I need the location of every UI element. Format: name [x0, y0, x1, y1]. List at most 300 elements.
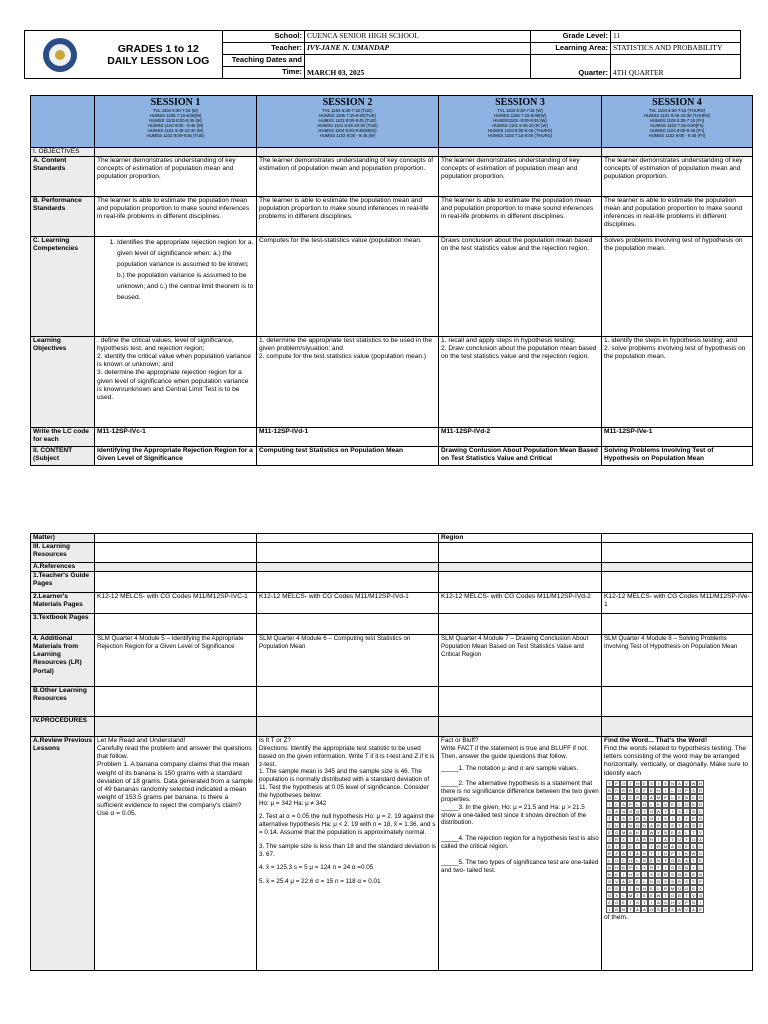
word-search-letter: C [690, 794, 697, 801]
word-search-letter: O [691, 822, 696, 828]
lc-code-cell: M11-12SP-IVc-1 [95, 428, 257, 447]
content-standards-cell: The learner demonstrates understanding of key concepts of estimation of population mean and population proportion. [439, 157, 602, 197]
review-line: Problem 1. A banana company claims that the mean weight of its banana is 150 grams with a standard deviation of 18 grams. Data generated from a sample of 49 bananas randomly selected indicated a mean weight of 153.5 grams per banana. Is there a sufficient evidence to reject the company's claim? Use α = 0.05. [97, 761, 253, 818]
lc-code-cell: M11-12SP-IVd-2 [439, 428, 602, 447]
word-search-end-text: of them. [604, 913, 628, 921]
word-search-letter: K [690, 801, 697, 808]
session-schedule-line: HUMSS 1104 9:00 - 9:45 (M) [147, 123, 204, 128]
word-search-letter: P [683, 899, 690, 906]
word-search-letter: I [669, 815, 676, 822]
word-search-letter: A [620, 850, 627, 857]
word-search-letter: L [634, 801, 641, 808]
word-search-letter: F [641, 787, 648, 794]
empty-cell [257, 148, 439, 157]
word-search-letter: S [669, 871, 676, 878]
competencies-label: C. Learning Competencies [31, 237, 95, 337]
word-search-letter: I [620, 822, 627, 829]
content-cell: Identifying the Appropriate Rejection Region for a Given Level of Significance [95, 447, 257, 466]
word-search-letter: R [648, 864, 655, 871]
word-search-letter: G [635, 822, 640, 828]
review-cell-3 [439, 737, 602, 971]
word-search-letter: E [620, 899, 627, 906]
word-search-letter: V [690, 892, 697, 899]
word-search-letter: E [655, 801, 662, 808]
word-search-letter: R [655, 843, 662, 850]
session-schedule-line: HUMSS 1105 7:15-8:00(W) [493, 113, 547, 118]
word-search-letter: C [627, 794, 634, 801]
empty-cell [257, 563, 439, 572]
word-search-letter: V [613, 878, 620, 885]
content-continued-row [31, 534, 753, 543]
grade-label: Grade Level: [531, 31, 611, 43]
word-search-letter: N [634, 885, 641, 892]
learning-objectives-cell-1 [95, 337, 257, 428]
word-search-letter: B [620, 864, 627, 871]
objective-line: 2. solve problems involving test of hypothesis on the population mean. [604, 345, 746, 361]
review-line: Ho: μ = 342 Ha: μ ≠ 342 [259, 799, 327, 807]
word-search-letter: E [697, 906, 704, 913]
empty-cell [602, 563, 753, 572]
word-search-letter: N [641, 857, 648, 864]
learning-area-value: STATISTICS AND PROBABILITY [611, 43, 741, 55]
word-search-letter: E [641, 780, 648, 787]
learners-materials-cell: K12-12 MELCS- with CG Codes M11/M12SP-IVd-1 [257, 593, 439, 614]
session-schedule-line: TVL 1104 6:30-7:15 (M) [152, 108, 199, 113]
word-search-letter: I [655, 850, 662, 857]
word-search-letter: S [655, 871, 662, 878]
word-search-letter: I [648, 899, 655, 906]
word-search-letter: X [655, 829, 662, 836]
learners-materials-row [31, 593, 753, 614]
word-search-letter: E [697, 822, 704, 829]
session-schedule-line: HUMSS 1103 7:15-8:00 (THURS) [487, 133, 553, 138]
word-search-letter: N [606, 864, 613, 871]
word-search-letter: T [627, 780, 634, 787]
teacher-value: IVY-JANE N. UMANDAP [305, 43, 531, 55]
word-search-letter: A [641, 906, 648, 913]
procedures-row [31, 717, 753, 737]
word-search-letter: C [634, 787, 641, 794]
word-search-letter: O [628, 808, 633, 814]
session-blank-cell [31, 96, 95, 148]
word-search-letter: R [627, 787, 634, 794]
dates-value: MARCH 03, 2025 [305, 55, 531, 79]
performance-standards-cell: The learner is able to estimate the population mean and population proportion to make sound inferences in real-life problems in different disciplines. [95, 197, 257, 237]
empty-cell [257, 572, 439, 593]
review-line: 3. The sample size is less than 18 and the standard deviation is 3. 67. [259, 842, 437, 858]
review-line: Is It T or Z? [259, 737, 291, 745]
session-schedule-line: HUMSS 1104 8:00-8:45 (THURS) [487, 128, 553, 133]
word-search-letter: T [669, 836, 676, 843]
word-search-letter: W [691, 850, 696, 856]
word-search-letter: U [690, 836, 697, 843]
word-search-letter: P [662, 794, 669, 801]
word-search-grid [606, 780, 750, 913]
word-search-letter: R [676, 878, 683, 885]
word-search-letter: A [655, 899, 662, 906]
word-search-letter: Q [698, 892, 703, 898]
empty-cell [95, 717, 257, 737]
word-search-letter: I [606, 906, 613, 913]
review-cell-1 [95, 737, 257, 971]
learning-area-label: Learning Area: [531, 43, 611, 55]
content-standards-cell: The learner demonstrates understanding of key concepts of estimation of population mean and population proportion. [95, 157, 257, 197]
dates-label-line1: Teaching Dates and [231, 55, 302, 64]
word-search-letter: C [627, 815, 634, 822]
word-search-letter: J [641, 871, 648, 878]
word-search-letter: S [641, 815, 648, 822]
word-search-letter: I [676, 850, 683, 857]
word-search-letter: P [697, 878, 704, 885]
word-search-letter: I [662, 787, 669, 794]
learning-objectives-cell-4 [602, 337, 753, 428]
word-search-letter: W [691, 780, 696, 786]
word-search-letter: S [634, 899, 641, 906]
word-search-letter: S [690, 787, 697, 794]
session-1-header [95, 96, 257, 148]
word-search-letter: D [683, 801, 690, 808]
learning-resources-row [31, 543, 753, 563]
word-search-letter: A [620, 878, 627, 885]
word-search-letter: T [606, 815, 613, 822]
word-search-letter: N [662, 829, 669, 836]
performance-standards-cell: The learner is able to estimate the population mean and population proportion to make sound inferences in real-life problems in different disciplines. [439, 197, 602, 237]
word-search-letter: N [606, 787, 613, 794]
objective-line: 3. determine the appropriate rejection region for a given level of significance when population variance is known/unknown and Central Limit Test is to be used. [97, 369, 249, 401]
session-schedule-line: TVL 1104 6:30-7:15 (THURS) [648, 108, 706, 113]
word-search-letter: A [697, 836, 704, 843]
performance-standards-row [31, 197, 753, 237]
word-search-letter: I [620, 871, 627, 878]
word-search-letter: N [627, 822, 634, 829]
performance-standards-cell: The learner is able to estimate the population mean and population proportion to make sound inferences in real-life problems in different disciplines. [257, 197, 439, 237]
word-search-letter: S [655, 906, 662, 913]
word-search-letter: N [683, 864, 690, 871]
word-search-letter: L [620, 892, 627, 899]
content-cell: Drawing Conlusion About Population Mean Based on Test Statistics Value and Critical [439, 447, 602, 466]
review-line: 2. Test at α = 0.05 the null hypothesis Ho: μ = 2. 19 against the alternative hypothesis Ha: μ < 2. 19 with n = 18, x̄ = 1.36, and s = 0.14. Assume that the population is approximately normal. [259, 813, 436, 836]
objectives-label: I. OBJECTIVES [31, 148, 95, 157]
word-search-letter: P [669, 850, 676, 857]
word-search-letter: S [683, 878, 690, 885]
word-search-letter: E [627, 843, 634, 850]
word-search-letter: L [648, 801, 655, 808]
word-search-letter: W [656, 808, 661, 814]
word-search-letter: W [677, 906, 682, 912]
session-header-row [31, 96, 753, 148]
review-label: A.Review Previous Lessons [31, 737, 95, 971]
word-search-letter: F [620, 843, 627, 850]
review-line: _____5. The two types of significance test are one-tailed and two- tailed test. [441, 858, 599, 874]
session-schedule-line: HUMSS 1102 9:00 - 9:45 (Fri) [648, 133, 706, 138]
word-search-letter: P [690, 815, 697, 822]
word-search-letter: K [641, 850, 648, 857]
word-search-letter: M [670, 885, 675, 891]
word-search-letter: H [627, 871, 634, 878]
word-search-letter: A [620, 801, 627, 808]
references-row [31, 563, 753, 572]
word-search-letter: Z [613, 850, 620, 857]
word-search-letter: O [635, 794, 640, 800]
session-4-header [602, 96, 753, 148]
competencies-cell-2: Computes for the test-statistics value (population mean. [257, 237, 439, 337]
review-line: _____3. In the given, Ho: μ = 21.5 and Ha: μ > 21.5 show a one-tailed test since it shows direction of the distribution. [441, 803, 587, 827]
word-search-letter: E [683, 843, 690, 850]
word-search-letter: O [698, 815, 703, 821]
word-search-letter: O [607, 794, 612, 800]
learners-materials-cell: K12-12 MELCS- with CG Codes M11/M12SP-IVd-2 [439, 593, 602, 614]
word-search-letter: T [613, 815, 620, 822]
empty-cell [602, 148, 753, 157]
word-search-letter: D [648, 878, 655, 885]
word-search-letter: S [669, 878, 676, 885]
word-search-letter: T [655, 864, 662, 871]
time-label: Time: [223, 67, 305, 79]
word-search-letter: T [690, 829, 697, 836]
review-line: Let Me Read and Understand! [97, 737, 186, 745]
word-search-letter: G [614, 829, 619, 835]
word-search-letter: Y [683, 836, 690, 843]
references-label: A.References [31, 563, 95, 572]
word-search-letter: E [627, 878, 634, 885]
word-search-letter: K [634, 829, 641, 836]
word-search-letter: I [655, 780, 662, 787]
session-schedule-line: HUMSS 1102 9:00-9:45 (TUE) [146, 133, 205, 138]
word-search-letter: Y [641, 899, 648, 906]
session-1-title: SESSION 1 [150, 97, 201, 108]
word-search-letter: B [676, 857, 683, 864]
word-search-letter: N [655, 857, 662, 864]
review-line: 1. The sample mean is 345 and the sample size is 46. The population is normally distributed with a standard deviation of 11. Test the hypothesis at 0.05 level of significance. Consider the hypotheses below: [259, 768, 430, 799]
word-search-letter: I [690, 864, 697, 871]
word-search-letter: T [690, 857, 697, 864]
objective-line: . define the critical values, level of significance, hypothesis test, and rejection region; [97, 337, 234, 353]
word-search-letter: A [648, 794, 655, 801]
review-line: Write FACT if the statement is true and BLUFF if not. Then, answer the guide questions that follow. [441, 744, 589, 760]
content-label: II. CONTENT (Subject [31, 447, 95, 466]
word-search-letter: U [683, 885, 690, 892]
word-search-letter: T [676, 822, 683, 829]
word-search-letter: N [690, 899, 697, 906]
learning-objectives-row [31, 337, 753, 428]
word-search-letter: E [641, 892, 648, 899]
empty-cell [602, 543, 753, 563]
empty-cell [257, 687, 439, 717]
empty-cell [602, 687, 753, 717]
content-row [31, 447, 753, 466]
competencies-cell-3: Draws conclusion about the population mean based on the test statistics value and the rejection region. [439, 237, 602, 337]
session-schedule-line: TVL 1104 6:30-7:15 (W) [497, 108, 543, 113]
word-search-letter: S [662, 822, 669, 829]
word-search-letter: B [676, 892, 683, 899]
word-search-letter: X [641, 864, 648, 871]
word-search-letter: R [697, 787, 704, 794]
word-search-letter: Z [690, 843, 697, 850]
word-search-letter: L [641, 878, 648, 885]
word-search-letter: G [677, 843, 682, 849]
word-search-letter: O [670, 864, 675, 870]
lc-code-cell: M11-12SP-IVd-1 [257, 428, 439, 447]
word-search-letter: T [690, 878, 697, 885]
word-search-letter: M [663, 843, 668, 849]
title-line-2: DAILY LESSON LOG [107, 54, 210, 67]
word-search-letter: K [690, 871, 697, 878]
learning-objectives-cell-3 [439, 337, 602, 428]
word-search-letter: N [669, 780, 676, 787]
word-search-letter: H [627, 857, 634, 864]
session-schedule-line: HUMSS 1102 9:00 - 9:45 (W) [319, 133, 376, 138]
word-search-letter: C [606, 899, 613, 906]
empty-cell [95, 572, 257, 593]
word-search-letter: E [690, 885, 697, 892]
word-search-letter: J [606, 836, 613, 843]
word-search-letter: V [676, 899, 683, 906]
word-search-letter: C [613, 801, 620, 808]
session-schedule-line: HUMSS 1105 7:15-8:00(TUE) [319, 113, 376, 118]
additional-materials-row [31, 635, 753, 687]
word-search-letter: G [656, 878, 661, 884]
word-search-title: Find the Word... That's the Word! [604, 737, 708, 745]
additional-materials-cell: SLM Quarter 4 Module 6 – Computing test Statistics on Population Mean [257, 635, 439, 687]
word-search-letter: E [648, 787, 655, 794]
word-search-letter: Q [677, 885, 682, 891]
word-search-letter: E [683, 871, 690, 878]
word-search-letter: P [627, 801, 634, 808]
objective-line: 1. determine the appropriate test statistics to be used in the given problem/siyuation; and [259, 337, 433, 353]
word-search-letter: N [697, 871, 704, 878]
objectives-row [31, 148, 753, 157]
word-search-letter: V [634, 871, 641, 878]
word-search-letter: V [697, 829, 704, 836]
lesson-log-table-page2 [30, 533, 753, 971]
word-search-letter: E [648, 857, 655, 864]
word-search-letter: G [649, 808, 654, 814]
word-search-letter: O [621, 780, 626, 786]
word-search-letter: R [613, 836, 620, 843]
word-search-letter: I [606, 801, 613, 808]
school-value: CUENCA SENIOR HIGH SCHOOL [305, 31, 531, 43]
empty-cell [257, 543, 439, 563]
word-search-letter: L [655, 885, 662, 892]
school-label: School: [223, 31, 305, 43]
word-search-letter: U [697, 850, 704, 857]
word-search-letter: D [697, 801, 704, 808]
word-search-letter: I [655, 836, 662, 843]
empty-cell [602, 614, 753, 635]
word-search-letter: E [676, 794, 683, 801]
deped-seal-cell [25, 31, 95, 79]
word-search-letter: O [614, 857, 619, 863]
word-search-letter: C [697, 808, 704, 815]
dates-label [223, 55, 305, 67]
performance-standards-label: B. Performance Standards [31, 197, 95, 237]
additional-materials-cell: SLM Quarter 4 Module 7 – Drawing Conclusion About Population Mean Based on Test Statistics Value and Critical Region [439, 635, 602, 687]
empty-cell [95, 148, 257, 157]
word-search-letter: A [613, 808, 620, 815]
learning-objectives-cell-2 [257, 337, 439, 428]
empty-cell [95, 543, 257, 563]
session-schedule-line: HUMSS 1104 8:00-8:45(WED) [318, 128, 377, 133]
word-search-letter: X [620, 836, 627, 843]
word-search-letter: G [614, 899, 619, 905]
word-search-letter: S [648, 871, 655, 878]
review-cell-2 [257, 737, 439, 971]
word-search-letter: V [683, 780, 690, 787]
session-2-title: SESSION 2 [322, 97, 373, 108]
word-search-letter: G [670, 857, 675, 863]
review-line: _____1. The notation μ and σ are sample values. [441, 764, 579, 772]
word-search-letter: T [634, 892, 641, 899]
word-search-letter: T [662, 892, 669, 899]
word-search-letter: R [634, 815, 641, 822]
word-search-letter: M [656, 794, 661, 800]
review-line: 4. x̄ = 125.3 s = 5 μ = 124 n = 24 α =0.05 [259, 864, 374, 872]
word-search-letter: Y [641, 808, 648, 815]
objective-line: 1. recall and apply steps in hypothesis testing; [441, 337, 576, 345]
competencies-row [31, 237, 753, 337]
word-search-letter: K [683, 850, 690, 857]
word-search-letter: H [669, 899, 676, 906]
word-search-letter: I [697, 899, 704, 906]
procedures-label: IV.PROCEDURES [31, 717, 95, 737]
word-search-letter: L [683, 829, 690, 836]
word-search-letter: H [641, 885, 648, 892]
session-schedule-line: HUMSS 1103 8:00-8:45 (TUE) [318, 118, 377, 123]
title-line-1: GRADES 1 to 12 [117, 42, 199, 55]
word-search-letter: K [606, 871, 613, 878]
word-search-letter: A [634, 906, 641, 913]
session-3-header [439, 96, 602, 148]
word-search-letter: T [620, 885, 627, 892]
review-cell-4 [602, 737, 753, 971]
word-search-letter: H [613, 864, 620, 871]
word-search-letter: S [662, 878, 669, 885]
word-search-letter: V [620, 794, 627, 801]
word-search-letter: T [627, 906, 634, 913]
word-search-letter: L [669, 787, 676, 794]
word-search-letter: H [634, 780, 641, 787]
lesson-log-header [24, 30, 741, 79]
word-search-letter: Y [648, 843, 655, 850]
word-search-letter: A [634, 850, 641, 857]
word-search-letter: A [683, 857, 690, 864]
word-search-letter: R [620, 787, 627, 794]
word-search-letter: N [620, 906, 627, 913]
word-search-letter: I [676, 815, 683, 822]
word-search-letter: S [620, 815, 627, 822]
word-search-letter: E [669, 829, 676, 836]
word-search-letter: A [669, 843, 676, 850]
objective-line: 2. identify the critical value when population variance is known or unknown; and [97, 353, 251, 369]
lc-code-cell: M11-12SP-IVe-1 [602, 428, 753, 447]
word-search-letter: A [662, 836, 669, 843]
word-search-letter: A [676, 829, 683, 836]
word-search-letter: I [669, 808, 676, 815]
word-search-letter: T [627, 850, 634, 857]
word-search-letter: S [662, 780, 669, 787]
review-row [31, 737, 753, 971]
word-search-letter: N [676, 871, 683, 878]
word-search-letter: A [627, 829, 634, 836]
empty-cell [257, 534, 439, 543]
word-search-letter: P [627, 864, 634, 871]
teacher-label: Teacher: [223, 43, 305, 55]
session-2-header [257, 96, 439, 148]
word-search-letter: L [613, 794, 620, 801]
lc-code-row [31, 428, 753, 447]
word-search-letter: E [648, 892, 655, 899]
review-line: _____2. The alternative hypothesis is a statement that there is no significance difference between the two given properties. [441, 780, 599, 803]
